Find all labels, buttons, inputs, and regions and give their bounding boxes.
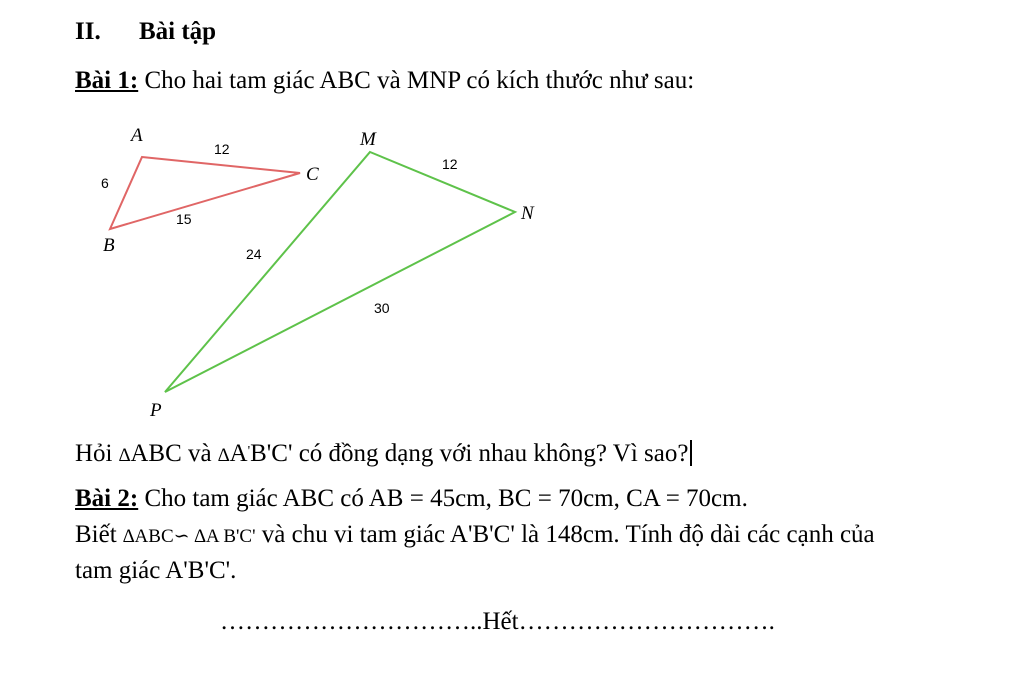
line3-text: tam giác A'B'C'.: [75, 557, 237, 584]
length-mp-label: 24: [246, 246, 262, 262]
end-marker-text: …………………………..Hết………………………….: [220, 608, 775, 635]
vertex-m-label: M: [360, 129, 376, 150]
length-bc-label: 15: [176, 211, 192, 227]
triangle-name-2-rest: B'C': [250, 440, 293, 467]
exercise-2-statement: [75, 484, 748, 514]
exercise-1-label: Bài 1:: [75, 67, 139, 94]
question-post: có đồng dạng với nhau không? Vì sao?: [292, 440, 689, 467]
triangle-symbol-1: ∆: [118, 445, 131, 466]
line2-pre: Biết: [75, 521, 123, 548]
length-np-label: 30: [374, 300, 390, 316]
exercise-1-question: Hỏi ∆ABC và ∆A'B'C' có đồng dạng với nhau không? Vì sao?: [75, 437, 692, 471]
question-pre: Hỏi: [75, 440, 119, 467]
exercise-2-label: Bài 2:: [75, 485, 139, 512]
vertex-b-label: B: [103, 235, 115, 256]
end-marker: [220, 607, 775, 637]
triangle-abc: [110, 157, 300, 229]
vertex-n-label: N: [521, 203, 534, 224]
exercise-2-line-3: [75, 556, 236, 586]
triangle-name-1: ABC và: [130, 440, 218, 467]
similarity-statement: ∆ABC∽ ∆A B'C': [122, 526, 256, 547]
length-mn-label: 12: [442, 156, 458, 172]
line2-post: và chu vi tam giác A'B'C' là 148cm. Tính độ dài các cạnh của: [255, 521, 875, 548]
section-title: Bài tập: [138, 18, 217, 45]
exercise-1-text: Cho hai tam giác ABC và MNP có kích thước như sau:: [138, 67, 695, 94]
vertex-c-label: C: [306, 164, 319, 185]
triangle-mnp-outline: [165, 152, 515, 392]
exercise-2-line-2: [75, 520, 875, 552]
length-ac-label: 12: [214, 141, 230, 157]
section-number: II.: [75, 18, 101, 45]
triangle-symbol-2: ∆: [217, 445, 230, 466]
vertex-a-label: A: [131, 125, 143, 146]
length-ab-label: 6: [101, 175, 109, 191]
vertex-p-label: P: [150, 400, 162, 421]
triangle-mnp: [165, 152, 515, 392]
triangle-name-2-a: A: [229, 440, 248, 467]
exercise-2-text: Cho tam giác ABC có AB = 45cm, BC = 70cm, CA = 70cm.: [138, 485, 748, 512]
triangle-abc-outline: [110, 157, 300, 229]
text-cursor: [690, 440, 692, 466]
